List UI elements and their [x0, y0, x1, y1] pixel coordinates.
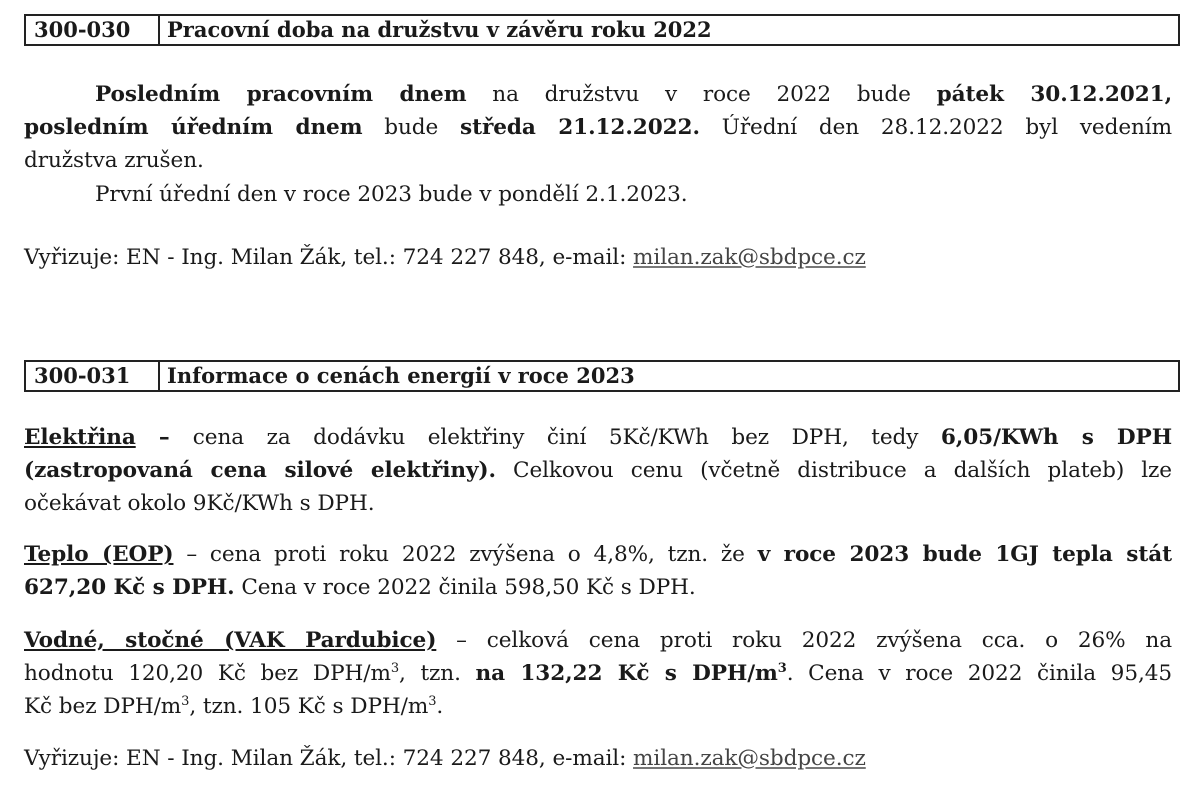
paragraph-line	[24, 624, 1172, 657]
paragraph-line	[24, 571, 1172, 604]
section-header-300-030	[24, 14, 1180, 46]
contact-prefix: Vyřizuje: EN - Ing. Milan Žák, tel.: 724 227 848, e-mail:	[24, 746, 634, 771]
bold-text: posledním úředním dnem	[24, 115, 363, 140]
electricity-label: Elektřina	[24, 425, 136, 450]
superscript: 3	[390, 661, 399, 676]
text: .	[436, 694, 444, 719]
paragraph-line	[24, 657, 1172, 690]
paragraph-line	[24, 690, 1172, 723]
working-hours-paragraph	[24, 78, 1172, 177]
text: Úřední den 28.12.2022 byl vedením	[699, 115, 1172, 140]
bold-text: (zastropovaná cena silové elektřiny).	[24, 458, 496, 483]
bold-text	[476, 661, 787, 686]
bold-text: středa 21.12.2022.	[460, 115, 700, 140]
bold-text: Posledním pracovním dnem	[95, 82, 467, 107]
contact-prefix: Vyřizuje: EN - Ing. Milan Žák, tel.: 724 227 848, e-mail:	[24, 245, 634, 270]
contact-text	[24, 742, 1172, 775]
paragraph-line	[24, 538, 1172, 571]
first-office-day-paragraph	[24, 178, 1172, 211]
text: , tzn. 105 Kč s DPH/m	[189, 694, 429, 719]
section-number: 300-031	[26, 362, 160, 390]
dash: –	[135, 425, 193, 450]
contact-text	[24, 241, 1172, 274]
paragraph-line: družstva zrušen.	[24, 148, 204, 173]
text: hodnotu 120,20 Kč bez DPH/m	[24, 661, 391, 686]
bold-text-part: na 132,22 Kč s DPH/m	[475, 661, 778, 686]
bold-text: 6,05/KWh s DPH	[940, 425, 1172, 450]
text: , tzn.	[399, 661, 476, 686]
section-title: Informace o cenách energií v roce 2023	[167, 363, 635, 388]
section-number: 300-030	[26, 16, 160, 44]
bold-text: pátek 30.12.2021,	[936, 82, 1172, 107]
electricity-paragraph	[24, 421, 1172, 520]
text: – celková cena proti roku 2022 zvýšena cca. o 26% na	[436, 628, 1172, 653]
paragraph-line: očekávat okolo 9Kč/KWh s DPH.	[24, 491, 375, 516]
contact-line	[24, 742, 1172, 775]
paragraph-line: První úřední den v roce 2023 bude v pondělí 2.1.2023.	[95, 182, 688, 207]
heat-paragraph	[24, 538, 1172, 604]
text: Kč bez DPH/m	[24, 694, 182, 719]
paragraph-line	[24, 454, 1172, 487]
superscript: 3	[181, 694, 190, 709]
email-link[interactable]: milan.zak@sbdpce.cz	[633, 245, 866, 270]
text: cena za dodávku elektřiny činí 5Kč/KWh bez DPH, tedy	[192, 425, 941, 450]
bold-text: 627,20 Kč s DPH.	[24, 575, 235, 600]
text: – cena proti roku 2022 zvýšena o 4,8%, tzn. že	[173, 542, 758, 567]
text: . Cena v roce 2022 činila 95,45	[786, 661, 1172, 686]
email-link[interactable]: milan.zak@sbdpce.cz	[633, 746, 866, 771]
paragraph-line	[24, 111, 1172, 144]
contact-line	[24, 241, 1172, 274]
superscript: 3	[777, 661, 787, 676]
bold-text: v roce 2023 bude 1GJ tepla stát	[757, 542, 1172, 567]
text: Celkovou cenu (včetně distribuce a dalších plateb) lze	[495, 458, 1172, 483]
section-header-300-031	[24, 360, 1180, 392]
text: bude	[362, 115, 461, 140]
water-label: Vodné, stočné (VAK Pardubice)	[24, 628, 437, 653]
heat-label: Teplo (EOP)	[24, 542, 174, 567]
paragraph-line	[24, 78, 1172, 111]
superscript: 3	[428, 694, 437, 709]
paragraph-line	[24, 421, 1172, 454]
section-title: Pracovní doba na družstvu v závěru roku 2022	[167, 17, 712, 42]
text: Cena v roce 2022 činila 598,50 Kč s DPH.	[234, 575, 696, 600]
text: na družstvu v roce 2022 bude	[466, 82, 937, 107]
water-paragraph	[24, 624, 1172, 723]
